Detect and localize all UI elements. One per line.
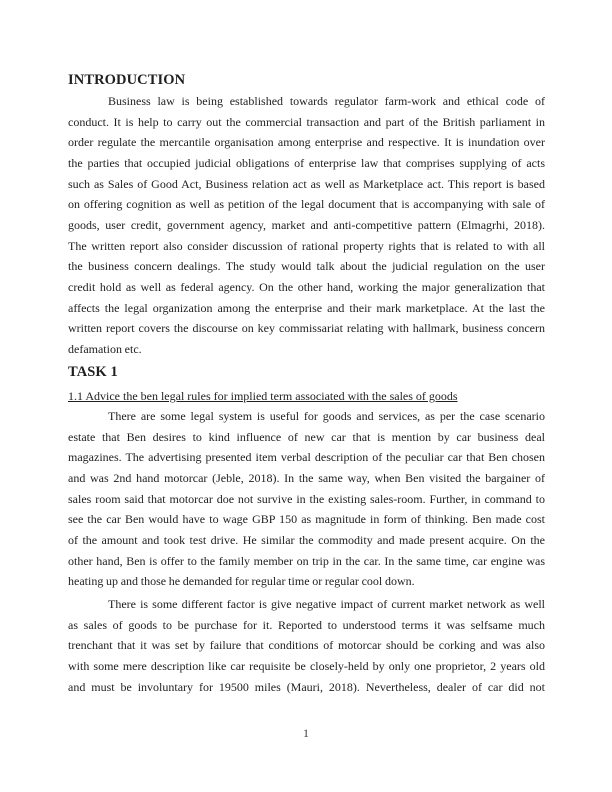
text-line: There is some different factor is give negative impact of current market network as well <box>108 597 545 611</box>
text-line: credit hold as well as federal agency. On the other hand, working the major generalization that <box>68 279 545 294</box>
text-line: and must be involuntary for 19500 miles (Mauri, 2018). Nevertheless, dealer of car did not <box>68 679 545 694</box>
text-line: as sales of goods to be purchase for it. Reported to understood terms it was selfsame much <box>68 617 545 632</box>
text-line: goods, user credit, government agency, market and anti-competitive pattern (Elmagrhi, 2018). <box>68 217 545 232</box>
paragraph-task1-case-scenario <box>68 406 545 592</box>
section-heading-introduction: INTRODUCTION <box>68 71 186 88</box>
section-heading-task-1: TASK 1 <box>68 363 118 380</box>
text-line: written report covers the discourse on key commissariat relating with hallmark, business concern <box>68 321 545 336</box>
text-line: and was 2nd hand motorcar (Jeble, 2018). In the same way, when Ben visited the bargainer of <box>68 470 545 485</box>
text-line: heating up and those he demanded for regular time or regular cool down. <box>68 574 415 589</box>
page-number: 1 <box>303 725 309 740</box>
text-line: of the amount and took test drive. He similar the commodity and made present acquire. On the <box>68 532 545 547</box>
text-line: trenchant that it was set by failure that conditions of motorcar should be corking and was also <box>68 638 545 653</box>
text-line: magazines. The advertising presented item verbal description of the peculiar car that Ben chosen <box>68 450 545 465</box>
text-line: sales room said that motorcar doe not survive in the existing sales-room. Further, in command to <box>68 491 545 506</box>
text-line: on offering cognition as well as petition of the legal document that is accompanying with sale of <box>68 197 545 212</box>
subheading-1-1-advice: 1.1 Advice the ben legal rules for implied term associated with the sales of goods <box>68 388 458 403</box>
text-line: see the car Ben would have to wage GBP 150 as magnitude in form of thinking. Ben made cost <box>68 512 545 527</box>
text-line: defamation etc. <box>68 341 142 356</box>
text-line: other hand, Ben is offer to the family member on trip in the car. In the same time, car engine was <box>68 553 545 568</box>
paragraph-introduction <box>68 91 545 360</box>
text-line: with some mere description like car requisite be closely-held by only one proprietor, 2 years old <box>68 658 545 673</box>
text-line: Business law is being established towards regulator farm-work and ethical code of <box>108 94 545 108</box>
text-line: affects the legal organization among the enterprise and their mark marketplace. At the last the <box>68 300 545 315</box>
text-line: conduct. It is help to carry out the commercial transaction and part of the British parliament in <box>68 114 545 129</box>
text-line: There are some legal system is useful for goods and services, as per the case scenario <box>108 409 545 423</box>
text-line: the business concern dealings. The study would talk about the judicial regulation on the user <box>68 259 545 274</box>
text-line: estate that Ben desires to kind influence of new car that is mention by car business deal <box>68 429 545 444</box>
text-line: The written report also consider discussion of rational property rights that is related to with all <box>68 238 545 253</box>
text-line: order regulate the mercantile organisation among enterprise and respective. It is inundation over <box>68 135 545 150</box>
text-line: the parties that occupied judicial obligations of enterprise law that comprises supplying of acts <box>68 155 545 170</box>
text-line: such as Sales of Good Act, Business relation act as well as Marketplace act. This report is based <box>68 176 545 191</box>
paragraph-task1-market-factors <box>68 594 545 697</box>
